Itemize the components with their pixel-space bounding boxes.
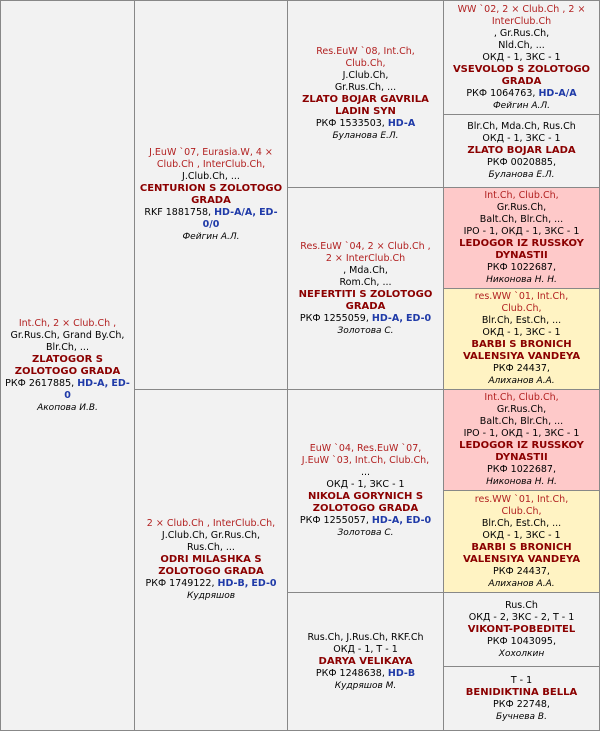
ed-result: ED-0 bbox=[64, 377, 130, 401]
owner-name: Золотова С. bbox=[337, 528, 394, 538]
title-line-red: Int.Ch, Club.Ch, bbox=[484, 190, 559, 201]
dog-cell-ss bbox=[288, 1, 443, 187]
dog-name bbox=[466, 687, 577, 699]
owner-name: Никонова Н. Н. bbox=[486, 477, 557, 487]
dog-name-line: NIKOLA GORYNICH S bbox=[307, 491, 424, 502]
titles-block bbox=[302, 443, 429, 491]
registration-number: РКФ 24437, bbox=[493, 363, 550, 374]
dog-cell-sire bbox=[135, 1, 287, 389]
dog-cell-sd bbox=[288, 188, 443, 389]
dog-name bbox=[463, 542, 580, 566]
title-line: Gr.Rus.Ch, ... bbox=[334, 82, 397, 93]
dog-cell-sss bbox=[444, 1, 599, 114]
dog-name bbox=[467, 145, 575, 157]
titles-block bbox=[308, 632, 424, 656]
registration-line bbox=[487, 464, 556, 476]
owner-name: Фейгин А.Л. bbox=[182, 232, 240, 242]
dog-name-line: ZLATOGOR S bbox=[31, 353, 103, 365]
title-line: J.Club.Ch, ... bbox=[182, 171, 240, 182]
owner-name: Кудряшов М. bbox=[334, 680, 397, 691]
titles-block bbox=[511, 675, 532, 687]
registration-line bbox=[146, 578, 277, 590]
owner-name: Кудряшов bbox=[186, 591, 236, 601]
title-line: Balt.Ch, Blr.Ch, ... bbox=[479, 214, 564, 225]
owner-name: Фейгин А.Л. bbox=[492, 100, 551, 111]
hd-result: HD-A bbox=[387, 118, 416, 129]
registration-line bbox=[316, 668, 415, 680]
title-line: Blr.Ch, ... bbox=[46, 341, 89, 353]
dog-name bbox=[302, 94, 429, 118]
ed-result: ED-0 bbox=[251, 578, 277, 589]
registration-number: РКФ 1533503, bbox=[315, 118, 385, 129]
dog-name-line: GRADA bbox=[191, 195, 231, 206]
registration-line bbox=[5, 378, 130, 402]
dog-name-line: DYNASTII bbox=[495, 250, 548, 261]
title-line-red: res.WW `01, Int.Ch, bbox=[474, 291, 569, 302]
hd-result: HD-B, bbox=[217, 578, 249, 589]
title-line-red: J.EuW `07, Eurasia.W, 4 × bbox=[149, 147, 273, 158]
dog-name bbox=[15, 354, 120, 378]
title-line-red: InterClub.Ch bbox=[491, 15, 552, 27]
dog-cell-root bbox=[1, 1, 134, 730]
title-line: Blr.Ch, Mda.Ch, Rus.Ch bbox=[467, 121, 576, 132]
title-line: Balt.Ch, Blr.Ch, ... bbox=[479, 416, 564, 427]
dog-name-line: LEDOGOR IZ RUSSKOY bbox=[459, 238, 584, 249]
hd-result: HD-A/A, bbox=[214, 207, 257, 218]
dog-name bbox=[459, 440, 584, 464]
titles-block bbox=[475, 291, 568, 339]
title-line: J.Club.Ch, Gr.Rus.Ch, bbox=[161, 530, 261, 541]
registration-number: РКФ 1255059, bbox=[299, 312, 369, 324]
dog-name bbox=[308, 491, 423, 515]
registration-line bbox=[493, 363, 550, 375]
registration-number: РКФ 1022687, bbox=[486, 464, 556, 475]
registration-number: РКФ 1043095, bbox=[486, 635, 556, 647]
dog-name-line: LEDOGOR IZ RUSSKOY bbox=[459, 440, 584, 451]
dog-name bbox=[463, 339, 580, 363]
title-line: Rus.Ch bbox=[505, 599, 538, 611]
dog-name-line: VALENSIYA VANDEYA bbox=[462, 553, 581, 565]
owner-name: Хохолкин bbox=[498, 648, 545, 659]
dog-name-line: BARBI S BRONICH bbox=[471, 339, 572, 350]
dog-name-line: ZLATO BOJAR GAVRILA bbox=[302, 94, 429, 105]
dog-name bbox=[319, 656, 413, 668]
registration-number: РКФ 24437, bbox=[493, 565, 550, 577]
owner-name: Буланова Е.Л. bbox=[488, 170, 555, 180]
registration-number: РКФ 1064763, bbox=[466, 87, 536, 99]
title-line-red: 2 × Club.Ch , InterClub.Ch, bbox=[146, 518, 276, 529]
dog-name-line: VSEVOLOD S ZOLOTOGO bbox=[452, 63, 591, 75]
titles-block bbox=[147, 518, 275, 554]
registration-line bbox=[466, 88, 576, 100]
dog-name-line: BARBI S BRONICH bbox=[471, 541, 572, 553]
title-line: Rus.Ch, J.Rus.Ch, RKF.Ch bbox=[307, 631, 424, 643]
dog-name-line: DYNASTII bbox=[495, 452, 548, 463]
registration-number: РКФ 1255057, bbox=[299, 515, 369, 526]
registration-number: РКФ 0020885, bbox=[486, 157, 556, 168]
registration-line bbox=[300, 313, 431, 325]
title-line: ОКД - 1, ЗКС - 1 bbox=[482, 51, 561, 63]
dog-cell-dsd bbox=[444, 491, 599, 592]
titles-block bbox=[300, 241, 430, 289]
title-line: ОКД - 1, ЗКС - 1 bbox=[482, 327, 561, 338]
dog-cell-ddd bbox=[444, 667, 599, 730]
dog-name bbox=[299, 289, 433, 313]
titles-block bbox=[11, 318, 125, 354]
dog-name-line: DARYA VELIKAYA bbox=[318, 655, 413, 667]
title-line: Gr.Rus.Ch, Grand By.Ch, bbox=[10, 329, 125, 341]
title-line: Gr.Rus.Ch, bbox=[496, 404, 547, 415]
title-line-red: Club.Ch, bbox=[345, 58, 386, 69]
dog-cell-ssd bbox=[444, 115, 599, 187]
registration-line bbox=[487, 157, 556, 169]
dog-name-line: GRADA bbox=[501, 75, 542, 87]
title-line: IPO - 1, ОКД - 1, ЗКС - 1 bbox=[463, 226, 580, 237]
title-line-red: Int.Ch, 2 × Club.Ch , bbox=[18, 317, 117, 329]
title-line-red: Res.EuW `08, Int.Ch, bbox=[316, 46, 415, 57]
title-line-red: Club.Ch, bbox=[501, 303, 542, 314]
title-line: ОКД - 1, Т - 1 bbox=[333, 643, 398, 655]
title-line: Gr.Rus.Ch, bbox=[496, 202, 547, 213]
hd-result: HD-A/A bbox=[538, 87, 577, 99]
owner-name: Буланова Е.Л. bbox=[332, 131, 399, 141]
title-line: Nld.Ch, ... bbox=[498, 39, 545, 51]
dog-cell-dam bbox=[135, 390, 287, 730]
dog-name bbox=[158, 554, 263, 578]
title-line: ОКД - 1, ЗКС - 1 bbox=[482, 133, 561, 144]
owner-name: Акопова И.В. bbox=[37, 402, 98, 413]
title-line-red: res.WW `01, Int.Ch, bbox=[474, 493, 569, 505]
dog-name bbox=[453, 64, 590, 88]
title-line-red: Club.Ch , InterClub.Ch, bbox=[156, 159, 266, 170]
dog-cell-ds bbox=[288, 390, 443, 592]
hd-result: HD-B bbox=[387, 667, 416, 679]
ed-result: ED-0/0 bbox=[202, 207, 278, 230]
owner-name: Золотова С. bbox=[337, 325, 394, 336]
registration-line bbox=[493, 699, 550, 711]
title-line-red: 2 × InterClub.Ch bbox=[325, 252, 406, 264]
title-line-red: Club.Ch, bbox=[501, 505, 542, 517]
registration-line bbox=[300, 515, 431, 527]
registration-number: РКФ 2617885, bbox=[5, 377, 75, 389]
registration-line bbox=[487, 636, 556, 648]
owner-name: Алиханов А.А. bbox=[488, 578, 555, 589]
title-line: ОКД - 1, ЗКС - 1 bbox=[326, 479, 405, 490]
dog-cell-dss bbox=[444, 390, 599, 490]
dog-name-line: VALENSIYA VANDEYA bbox=[462, 351, 581, 362]
title-line: Rom.Ch, ... bbox=[339, 276, 392, 288]
title-line: J.Club.Ch, bbox=[342, 70, 389, 81]
registration-number: РКФ 1248638, bbox=[315, 667, 385, 679]
dog-name-line: GRADA bbox=[345, 300, 386, 312]
ed-result: ED-0 bbox=[406, 515, 432, 526]
registration-line bbox=[493, 566, 550, 578]
registration-line bbox=[139, 207, 283, 231]
dog-name-line: ZOLOTOGO GRADA bbox=[312, 503, 419, 514]
registration-number: РКФ 1749122, bbox=[145, 578, 215, 589]
owner-name: Никонова Н. Н. bbox=[486, 275, 557, 285]
dog-cell-dds bbox=[444, 593, 599, 666]
title-line-red: EuW `04, Res.EuW `07, bbox=[309, 443, 422, 454]
title-line: ОКД - 2, ЗКС - 2, Т - 1 bbox=[468, 611, 575, 623]
dog-cell-dd bbox=[288, 593, 443, 730]
title-line: , Mda.Ch, bbox=[343, 264, 388, 276]
dog-name-line: ZOLOTOGO GRADA bbox=[158, 566, 264, 577]
dog-name bbox=[459, 238, 584, 262]
owner-name: Алиханов А.А. bbox=[488, 376, 555, 386]
dog-name-line: BENIDIKTINA BELLA bbox=[465, 686, 578, 698]
title-line-red: Int.Ch, Club.Ch, bbox=[484, 392, 559, 403]
dog-cell-sds bbox=[444, 188, 599, 288]
titles-block bbox=[464, 392, 580, 440]
titles-block bbox=[149, 147, 273, 183]
dog-name-line: LADIN SYN bbox=[335, 106, 396, 117]
registration-line bbox=[487, 262, 556, 274]
registration-number: РКФ 22748, bbox=[493, 698, 550, 710]
title-line: ... bbox=[360, 467, 371, 478]
title-line-red: WW `02, 2 × Club.Ch , 2 × bbox=[457, 3, 586, 15]
titles-block bbox=[467, 121, 576, 145]
title-line-red: J.EuW `03, Int.Ch, Club.Ch, bbox=[301, 455, 430, 466]
title-line: , Gr.Rus.Ch, bbox=[493, 27, 550, 39]
registration-number: РКФ 1022687, bbox=[486, 262, 556, 273]
titles-block bbox=[469, 600, 575, 624]
title-line-red: Res.EuW `04, 2 × Club.Ch , bbox=[300, 240, 431, 252]
title-line: IPO - 1, ОКД - 1, ЗКС - 1 bbox=[463, 428, 580, 439]
title-line: Blr.Ch, Est.Ch, ... bbox=[481, 315, 562, 326]
hd-result: HD-A, bbox=[77, 377, 109, 389]
dog-name-line: ZOLOTOGO GRADA bbox=[14, 365, 121, 377]
titles-block bbox=[316, 46, 415, 94]
dog-name-line: ZLATO BOJAR LADA bbox=[467, 145, 576, 156]
registration-line bbox=[316, 118, 415, 130]
dog-name bbox=[140, 183, 282, 207]
hd-result: HD-A, bbox=[371, 312, 403, 324]
dog-cell-sdd bbox=[444, 289, 599, 389]
dog-name-line: VIKONT-POBEDITEL bbox=[467, 623, 576, 635]
dog-name-line: NEFERTITI S ZOLOTOGO bbox=[298, 288, 433, 300]
owner-name: Бучнева В. bbox=[496, 711, 547, 722]
title-line: Blr.Ch, Est.Ch, ... bbox=[481, 517, 562, 529]
title-line: Rus.Ch, ... bbox=[187, 542, 235, 553]
dog-name-line: ODRI MILASHKA S bbox=[160, 554, 262, 565]
titles-block bbox=[464, 190, 580, 238]
dog-name bbox=[468, 624, 575, 636]
ed-result: ED-0 bbox=[406, 312, 432, 324]
titles-block bbox=[458, 4, 586, 64]
titles-block bbox=[475, 494, 568, 542]
registration-number: RKF 1881758, bbox=[144, 207, 212, 218]
dog-name-line: CENTURION S ZOLOTOGO bbox=[139, 183, 283, 194]
hd-result: HD-A, bbox=[371, 515, 403, 526]
title-line: Т - 1 bbox=[510, 674, 533, 686]
title-line: ОКД - 1, ЗКС - 1 bbox=[482, 529, 561, 541]
